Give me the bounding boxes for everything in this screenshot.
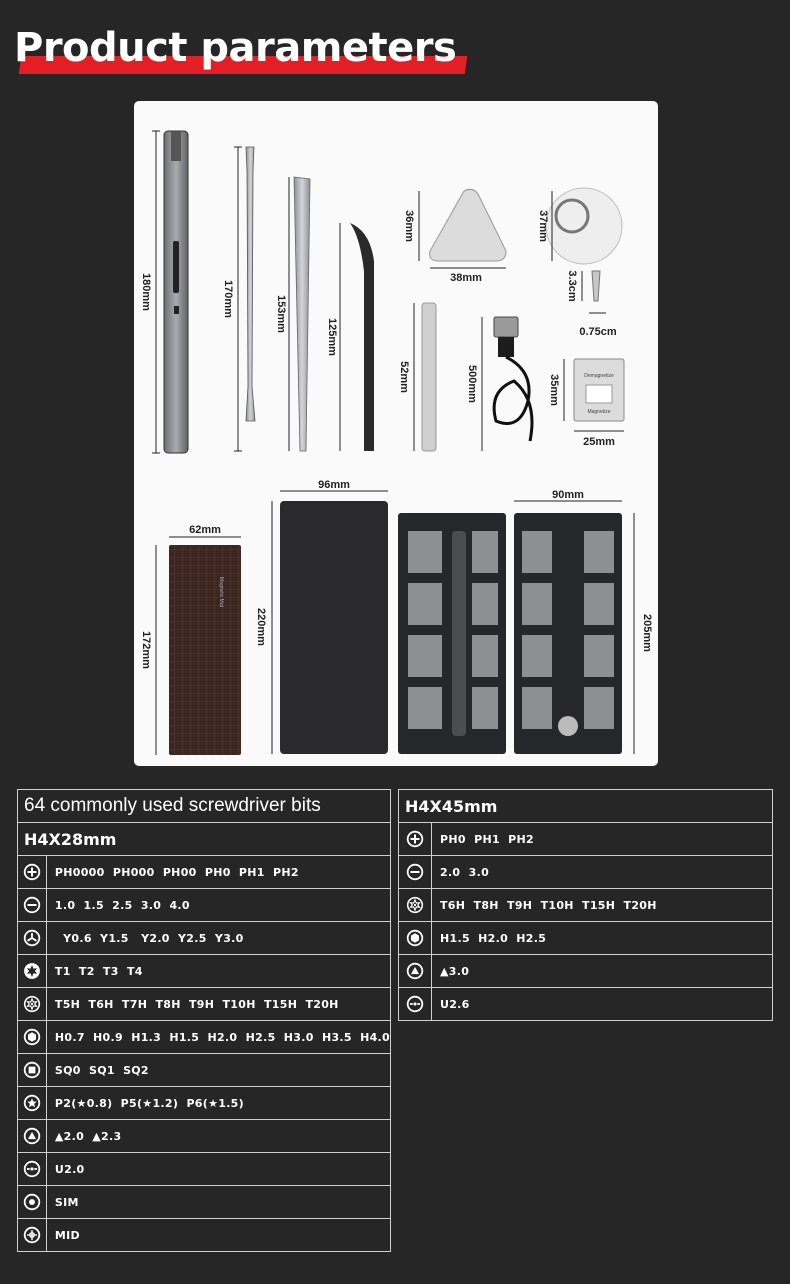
magnetizer [548, 359, 624, 448]
bit-tray-right [514, 489, 653, 754]
table-row [18, 1021, 391, 1054]
table-row [399, 823, 773, 856]
page-title: Product parameters [14, 25, 457, 71]
table-row [18, 1120, 391, 1153]
sim-pin-length-dim: 3.3cm [566, 270, 578, 302]
sim-pin [566, 270, 617, 338]
u-type-icon [399, 988, 432, 1021]
square-icon [18, 1054, 47, 1087]
tri-wing-icon [18, 922, 47, 955]
bit-spec-text: ▲3.0 [432, 955, 773, 988]
spudger-dim: 170mm [222, 280, 234, 318]
table-row [18, 1054, 391, 1087]
bit-spec-text: PH0000 PH000 PH00 PH0 PH1 PH2 [46, 856, 390, 889]
bit-spec-text: P2(★0.8) P5(★1.2) P6(★1.5) [46, 1087, 390, 1120]
product-illustration [134, 101, 658, 766]
pick-height-dim: 36mm [403, 210, 415, 242]
table-row [18, 1087, 391, 1120]
tray-width-dim: 90mm [552, 489, 584, 501]
tray-height-dim: 205mm [641, 614, 653, 652]
magnetizer-width-dim: 25mm [583, 436, 615, 448]
triangle-icon [18, 1120, 47, 1153]
table-row [18, 1219, 391, 1252]
metal-spudger [222, 147, 255, 451]
triangle-icon [399, 955, 432, 988]
bit-spec-text: T1 T2 T3 T4 [46, 955, 390, 988]
bit-spec-text: H1.5 H2.0 H2.5 [432, 922, 773, 955]
triangle-pick [403, 189, 506, 284]
torx-security-icon [18, 988, 47, 1021]
slotted-icon [18, 889, 47, 922]
pick-width-dim: 38mm [450, 272, 482, 284]
bit-spec-text: ▲2.0 ▲2.3 [46, 1120, 390, 1153]
table-row [18, 988, 391, 1021]
mid-icon [18, 1219, 47, 1252]
slotted-icon [399, 856, 432, 889]
spec-table-28mm [17, 789, 391, 1252]
bit-spec-text: T5H T6H T7H T8H T9H T10H T15H T20H [46, 988, 390, 1021]
storage-case [255, 479, 388, 754]
table-row [18, 889, 391, 922]
bits-title: 64 commonly used screwdriver bits [18, 790, 391, 823]
table-row [399, 955, 773, 988]
table-row [18, 922, 391, 955]
bits-subtitle-28mm: H4X28mm [18, 823, 391, 856]
table-row [399, 856, 773, 889]
spec-table-45mm [398, 789, 773, 1021]
hex-icon [18, 1021, 47, 1054]
bit-spec-text: 1.0 1.5 2.5 3.0 4.0 [46, 889, 390, 922]
magnetic-mat [140, 524, 241, 755]
pry-blade-dim: 153mm [275, 295, 287, 333]
product-image-panel [134, 101, 658, 766]
title-block [14, 22, 456, 78]
suction-cup [537, 188, 622, 264]
table-row [399, 922, 773, 955]
table-row [18, 1186, 391, 1219]
bit-tray-left [398, 513, 506, 754]
plastic-opening-tool [398, 303, 436, 451]
bit-spec-text: SQ0 SQ1 SQ2 [46, 1054, 390, 1087]
sim-pin-width-dim: 0.75cm [579, 326, 617, 338]
bit-spec-text: 2.0 3.0 [432, 856, 773, 889]
bit-spec-text: U2.0 [46, 1153, 390, 1186]
bit-spec-text: SIM [46, 1186, 390, 1219]
table-row [399, 988, 773, 1021]
bit-spec-text: MID [46, 1219, 390, 1252]
usb-cable [466, 317, 532, 451]
table-row [18, 856, 391, 889]
case-width-dim: 96mm [318, 479, 350, 491]
mat-label: Magnetic Mat [218, 577, 224, 608]
table-row [18, 955, 391, 988]
torx-icon [18, 955, 47, 988]
mat-height-dim: 172mm [140, 631, 152, 669]
sucker-dim: 37mm [537, 210, 549, 242]
magnetize-label: Magnetize [587, 409, 611, 415]
table-row [399, 889, 773, 922]
opening-tool-dim: 52mm [398, 361, 410, 393]
magnetizer-height-dim: 35mm [548, 374, 560, 406]
tweezers-dim: 125mm [326, 318, 338, 356]
left-rows [18, 856, 391, 1252]
phillips-icon [399, 823, 432, 856]
cable-dim: 500mm [466, 365, 478, 403]
hex-icon [399, 922, 432, 955]
demagnetize-label: Demagnetize [584, 373, 614, 379]
bits-title-45mm: H4X45mm [399, 790, 773, 823]
mat-width-dim: 62mm [189, 524, 221, 536]
table-row [18, 1153, 391, 1186]
bit-spec-text: T6H T8H T9H T10H T15H T20H [432, 889, 773, 922]
bit-spec-text: Y0.6 Y1.5 Y2.0 Y2.5 Y3.0 [46, 922, 390, 955]
bit-spec-text: H0.7 H0.9 H1.3 H1.5 H2.0 H2.5 H3.0 H3.5 H4.0 [46, 1021, 390, 1054]
u-type-icon [18, 1153, 47, 1186]
bit-spec-text: U2.6 [432, 988, 773, 1021]
pentalobe-icon [18, 1087, 47, 1120]
phillips-icon [18, 856, 47, 889]
tweezers [326, 223, 374, 451]
pry-blade [275, 177, 310, 451]
sim-icon [18, 1186, 47, 1219]
bit-spec-text: PH0 PH1 PH2 [432, 823, 773, 856]
electric-screwdriver [140, 131, 188, 453]
screwdriver-dim: 180mm [140, 273, 152, 311]
torx-security-icon [399, 889, 432, 922]
right-rows [399, 823, 773, 1021]
case-height-dim: 220mm [255, 608, 267, 646]
